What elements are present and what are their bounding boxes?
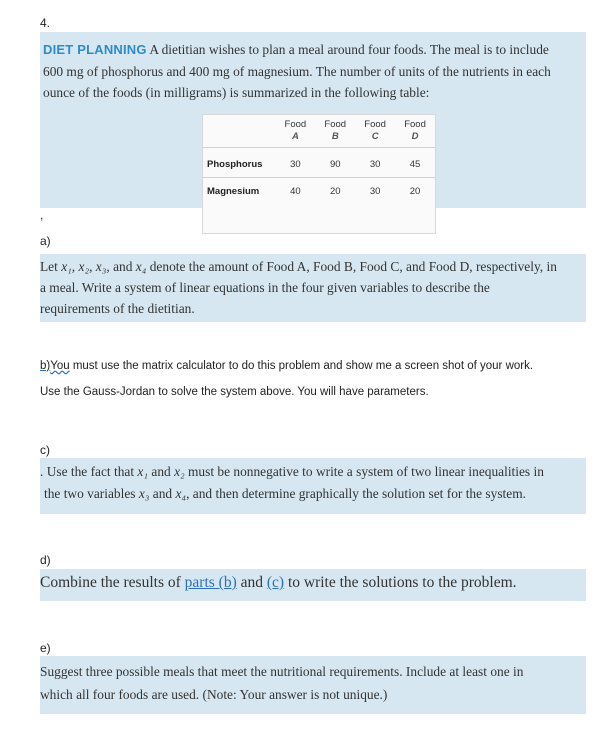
table-header-food-c: Food C — [364, 118, 386, 142]
part-d-text: Combine the results of parts (b) and (c) to write the solutions to the problem. — [40, 574, 517, 591]
table-cell: 40 — [290, 186, 301, 197]
part-a-line-1: Let x₁, x₂, x₃, and x₄ denote the amount of Food A, Food B, Food C, and Food D, respectively, in — [40, 259, 557, 274]
part-a-label: a) — [40, 234, 51, 248]
part-d-label: d) — [40, 553, 51, 567]
table-header-food-a: Food A — [284, 118, 307, 142]
part-b-line-2: Use the Gauss-Jordan to solve the system above. You will have parameters. — [40, 386, 429, 398]
table-cell: 90 — [329, 159, 341, 171]
nutrient-table — [202, 114, 436, 234]
row-label-magnesium: Magnesium — [207, 186, 260, 197]
table-cell: 30 — [369, 159, 381, 171]
part-a-line-3: requirements of the dietitian. — [40, 301, 195, 316]
intro-section — [40, 32, 586, 208]
part-e-section — [40, 656, 586, 714]
part-a-section — [40, 254, 586, 322]
table-cell: 45 — [409, 159, 421, 171]
table-header-food-d: Food D — [404, 118, 426, 142]
part-c-line-1: . Use the fact that x₁ and x₂ must be nonnegative to write a system of two linear inequalities in — [40, 464, 544, 479]
table-cell: 30 — [290, 159, 301, 171]
part-a-line-2: a meal. Write a system of linear equations in the four given variables to describe the — [40, 280, 490, 295]
stray-mark: , — [40, 208, 44, 222]
part-c-label: c) — [40, 443, 50, 457]
row-label-phosphorus: Phosphorus — [207, 159, 263, 171]
table-cell: 30 — [369, 186, 381, 197]
question-number: 4. — [40, 16, 51, 30]
intro-line-2: 600 mg of phosphorus and 400 mg of magnesium. The number of units of the nutrients in each — [43, 64, 551, 79]
part-e-line-2: which all four foods are used. (Note: Your answer is not unique.) — [40, 687, 388, 702]
table-row — [203, 180, 435, 204]
intro-line-1: DIET PLANNING A dietitian wishes to plan a meal around four foods. The meal is to include — [43, 42, 549, 57]
part-e-line-1: Suggest three possible meals that meet the nutritional requirements. Include at least one in — [40, 664, 524, 679]
part-e-label: e) — [40, 641, 51, 655]
table-cell: 20 — [409, 186, 421, 197]
table-cell: 20 — [329, 186, 341, 197]
part-c-link[interactable]: (c) — [266, 574, 285, 591]
intro-line-3: ounce of the foods (in milligrams) is summarized in the following table: — [43, 85, 430, 100]
part-c-section — [40, 458, 586, 514]
part-c-line-2: the two variables x₃ and x₄, and then determine graphically the solution set for the system. — [44, 486, 526, 501]
part-d-section — [40, 569, 586, 601]
table-row — [203, 153, 435, 177]
table-header-row — [203, 115, 435, 147]
table-header-food-b: Food B — [324, 118, 347, 142]
part-b-line-1: b)You must use the matrix calculator to do this problem and show me a screen shot of your work. — [40, 360, 534, 372]
section-title: DIET PLANNING — [43, 42, 147, 57]
parts-b-link[interactable]: parts (b) — [184, 574, 237, 591]
